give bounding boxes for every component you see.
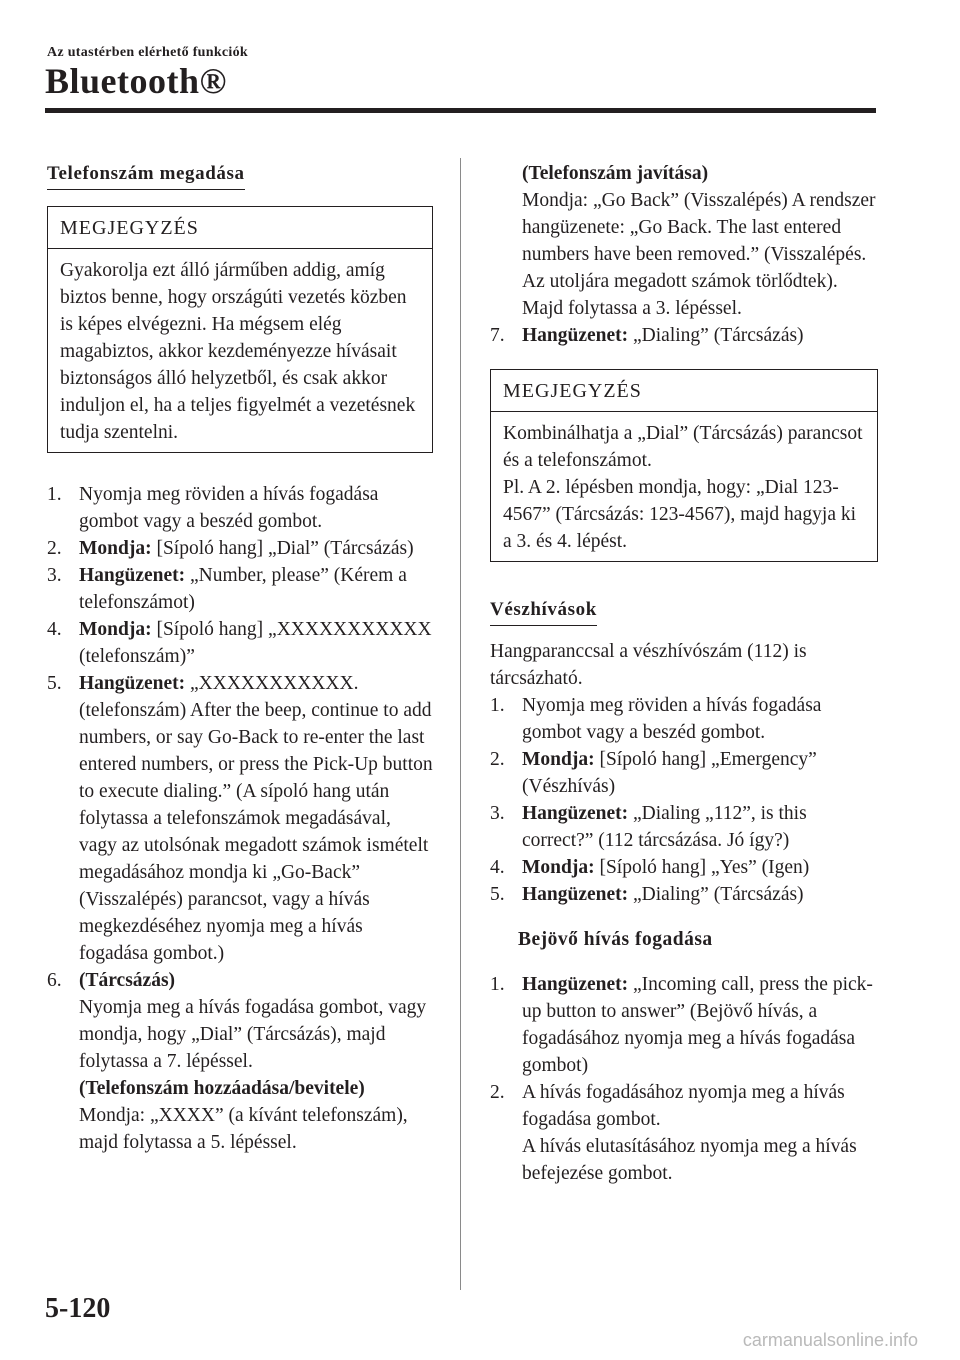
list-item bbox=[47, 535, 433, 562]
step-text: „Incoming call, press the pick-up button to answer” (Bejövő hívás, a fogadásához nyomja meg a hívás fogadása gombot) bbox=[522, 974, 873, 1076]
step-text: Nyomja meg a hívás fogadása gombot, vagy mondja, hogy „Dial” (Tárcsázás), majd folytassa a 7. lépéssel. bbox=[79, 997, 427, 1072]
phone-entry-steps bbox=[47, 481, 433, 1156]
header-rule bbox=[45, 108, 876, 113]
step-number: 1. bbox=[47, 484, 62, 505]
step-number: 7. bbox=[490, 325, 505, 346]
note-box-practice bbox=[47, 206, 433, 453]
step-text: „XXXXXXXXXXX. (telefonszám) After the beep, continue to add numbers, or say Go-Back to re-enter the last entered numbers, or press the Pick-Up button to execute dialing.” (A sípoló hang után folytassa a telefonszámok megadásával, vagy az utolsónak megadott számok ismételt megadásához mondja ki „Go-Back” (Visszalépés) parancsot, vagy a hívás megkezdéséhez nyomja meg a hívás fogadása gombot.) bbox=[79, 673, 433, 964]
step-text: [Sípoló hang] „XXXXXXXXXXX (telefonszám)” bbox=[79, 619, 432, 667]
step-number: 2. bbox=[47, 538, 62, 559]
left-column bbox=[47, 160, 433, 1156]
list-item bbox=[47, 967, 433, 1156]
column-divider bbox=[460, 158, 461, 1290]
step-text: A hívás elutasításához nyomja meg a hívás befejezése gombot. bbox=[522, 1136, 857, 1184]
list-item bbox=[47, 562, 433, 616]
list-item bbox=[47, 481, 433, 535]
step-text: „Number, please” (Kérem a telefonszámot) bbox=[79, 565, 407, 613]
step-label: Mondja: bbox=[522, 749, 595, 770]
step-label: Hangüzenet: bbox=[79, 565, 186, 586]
list-item bbox=[490, 800, 878, 854]
note-text: Kombinálhatja a „Dial” (Tárcsázás) parancsot és a telefonszámot. bbox=[503, 423, 863, 471]
step-text: [Sípoló hang] „Yes” (Igen) bbox=[599, 857, 810, 878]
step7-list bbox=[490, 322, 878, 349]
step-label: Mondja: bbox=[79, 619, 152, 640]
step-text: [Sípoló hang] „Emergency” (Vészhívás) bbox=[522, 749, 817, 797]
sub-heading-incoming: Bejövő hívás fogadása bbox=[518, 929, 713, 950]
list-item bbox=[490, 854, 878, 881]
step-text: „Dialing „112”, is this correct?” (112 tárcsázása. Jó így?) bbox=[522, 803, 807, 851]
step-label: Hangüzenet: bbox=[522, 803, 629, 824]
step-label: Mondja: bbox=[522, 857, 595, 878]
right-column bbox=[490, 160, 878, 1187]
note-box-combine bbox=[490, 369, 878, 562]
step-sub-text: Mondja: „XXXX” (a kívánt telefonszám), majd folytassa a 5. lépéssel. bbox=[79, 1105, 408, 1153]
step-number: 4. bbox=[47, 619, 62, 640]
step-sub-label: (Telefonszám javítása) bbox=[522, 163, 709, 184]
step-label: Hangüzenet: bbox=[79, 673, 186, 694]
watermark: carmanualsonline.info bbox=[742, 1330, 918, 1350]
page-title: Bluetooth® bbox=[45, 61, 227, 101]
step-number: 1. bbox=[490, 695, 505, 716]
note-title: MEGJEGYZÉS bbox=[491, 370, 877, 412]
step-number: 4. bbox=[490, 857, 505, 878]
step-sub-label: (Telefonszám hozzáadása/bevitele) bbox=[79, 1078, 365, 1099]
step-number: 2. bbox=[490, 749, 505, 770]
page-number: 5-120 bbox=[45, 1293, 111, 1324]
step-number: 1. bbox=[490, 974, 505, 995]
step-label: Mondja: bbox=[79, 538, 152, 559]
step-number: 5. bbox=[47, 673, 62, 694]
step-label: Hangüzenet: bbox=[522, 884, 629, 905]
list-item bbox=[490, 1079, 878, 1187]
step-number: 3. bbox=[47, 565, 62, 586]
step-text: „Dialing” (Tárcsázás) bbox=[633, 884, 804, 905]
list-item bbox=[47, 616, 433, 670]
emergency-intro: Hangparanccsal a vészhívószám (112) is tárcsázható. bbox=[490, 641, 807, 689]
list-item bbox=[47, 670, 433, 967]
section-label: Az utastérben elérhető funkciók bbox=[47, 45, 248, 60]
step-number: 2. bbox=[490, 1082, 505, 1103]
step-text: Nyomja meg röviden a hívás fogadása gombot vagy a beszéd gombot. bbox=[522, 695, 822, 743]
list-item bbox=[490, 692, 878, 746]
list-item bbox=[490, 881, 878, 908]
step6-continuation bbox=[490, 160, 878, 322]
incoming-steps bbox=[490, 971, 878, 1187]
note-body bbox=[48, 249, 432, 452]
section-heading-emergency: Vészhívások bbox=[490, 596, 597, 626]
step-text: Nyomja meg röviden a hívás fogadása gombot vagy a beszéd gombot. bbox=[79, 484, 379, 532]
step-text: „Dialing” (Tárcsázás) bbox=[633, 325, 804, 346]
step-label: Hangüzenet: bbox=[522, 974, 629, 995]
note-text: Gyakorolja ezt álló járműben addig, amíg biztos benne, hogy országúti vezetés közben is képes elvégezni. Ha mégsem elég magabiztos, akkor kezdeményezze hívásait biztonságos álló helyzetből, és csak akkor induljon el, ha a teljes figyelmét a vezetésnek tudja szentelni. bbox=[60, 260, 416, 443]
list-item bbox=[490, 746, 878, 800]
step-sub-text: Mondja: „Go Back” (Visszalépés) A rendszer hangüzenete: „Go Back. The last entered numbers have been removed.” (Visszalépés. Az utoljára megadott számok törlődtek). Majd folytassa a 3. lépéssel. bbox=[522, 190, 876, 319]
emergency-steps bbox=[490, 692, 878, 908]
step-text: [Sípoló hang] „Dial” (Tárcsázás) bbox=[156, 538, 414, 559]
step-label: (Tárcsázás) bbox=[79, 970, 176, 991]
note-body bbox=[491, 412, 877, 561]
step-number: 3. bbox=[490, 803, 505, 824]
section-heading-phone-entry: Telefonszám megadása bbox=[47, 160, 245, 190]
note-title: MEGJEGYZÉS bbox=[48, 207, 432, 249]
list-item bbox=[490, 322, 878, 349]
step-label: Hangüzenet: bbox=[522, 325, 629, 346]
list-item bbox=[490, 971, 878, 1079]
step-number: 6. bbox=[47, 970, 62, 991]
step-text: A hívás fogadásához nyomja meg a hívás fogadása gombot. bbox=[522, 1082, 845, 1130]
note-text: Pl. A 2. lépésben mondja, hogy: „Dial 123-4567” (Tárcsázás: 123-4567), majd hagyja ki a 3. és 4. lépést. bbox=[503, 477, 857, 552]
step-number: 5. bbox=[490, 884, 505, 905]
